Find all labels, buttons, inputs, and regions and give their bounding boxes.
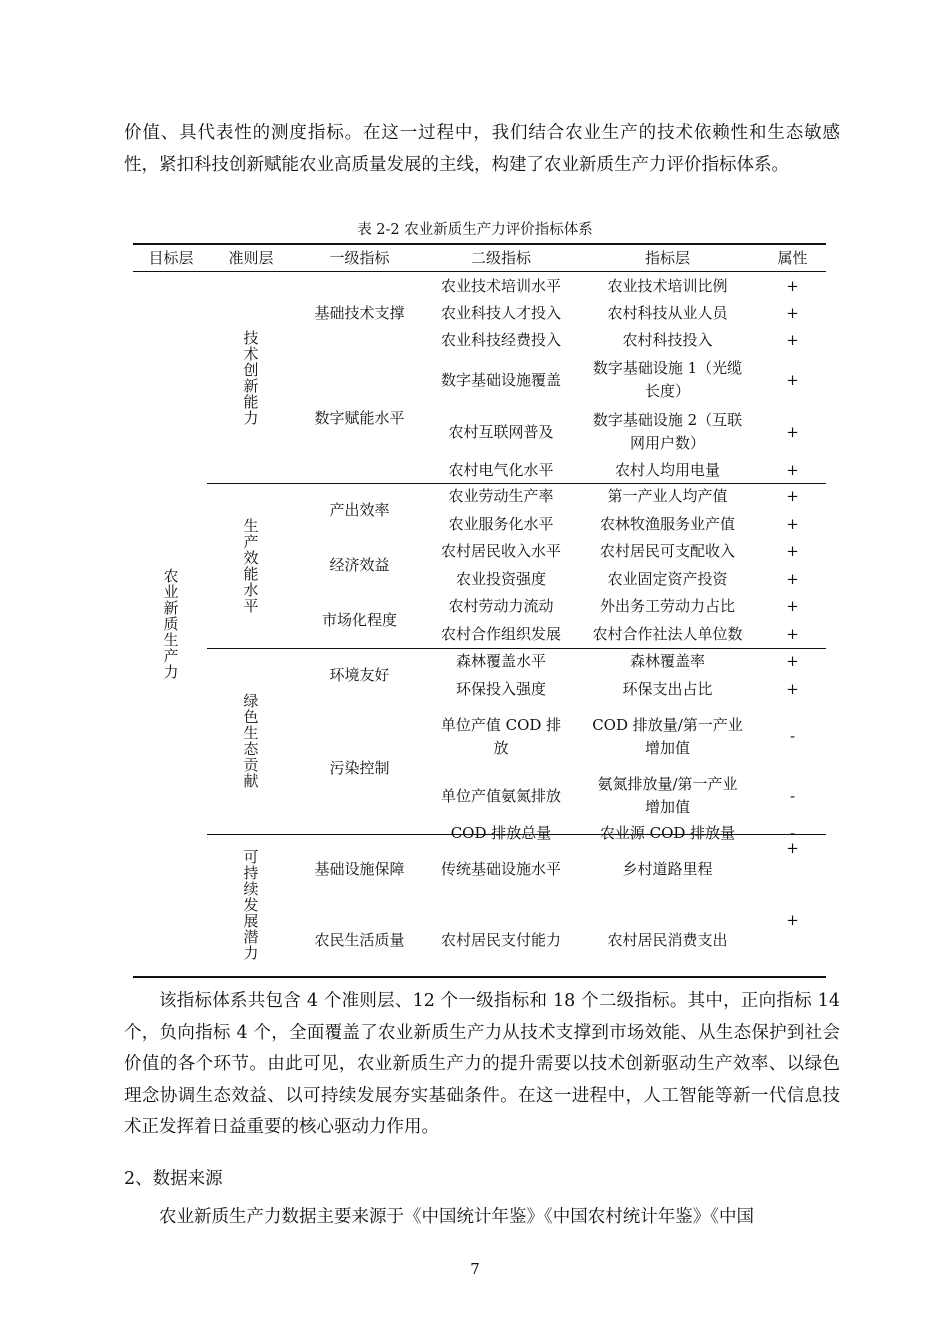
attribute-cell: + bbox=[786, 597, 799, 615]
indicator-cell: 数字基础设施 2（互联网用户数） bbox=[592, 411, 743, 452]
section-heading: 2、数据来源 bbox=[124, 1169, 223, 1189]
attribute-cell: + bbox=[786, 331, 799, 349]
attribute-cell: + bbox=[786, 514, 799, 533]
level2-cell: 农业科技人才投入 bbox=[440, 304, 561, 322]
level2-cell: 农业投资强度 bbox=[455, 569, 546, 588]
indicator-cell: 农村居民可支配收入 bbox=[599, 542, 735, 560]
level1-cell: 经济效益 bbox=[329, 556, 390, 574]
level1-cell: 污染控制 bbox=[329, 759, 390, 777]
attribute-cell: + bbox=[786, 624, 799, 643]
level1-cell: 市场化程度 bbox=[321, 611, 397, 629]
table-bottom-rule bbox=[133, 976, 826, 978]
level2-cell: 农村居民收入水平 bbox=[440, 542, 561, 560]
attribute-cell: + bbox=[786, 569, 799, 588]
attribute-cell: + bbox=[786, 276, 799, 295]
header-criteria: 准则层 bbox=[228, 248, 274, 267]
attribute-cell: + bbox=[786, 679, 799, 698]
level2-cell: 农村电气化水平 bbox=[448, 461, 554, 479]
attribute-cell: + bbox=[786, 487, 799, 505]
level2-cell: COD 排放总量 bbox=[450, 823, 552, 842]
indicator-cell: 农村居民消费支出 bbox=[607, 930, 728, 949]
level1-cell: 基础设施保障 bbox=[314, 859, 405, 878]
level2-cell: 农村居民支付能力 bbox=[440, 930, 561, 949]
header-indicator: 指标层 bbox=[644, 248, 690, 267]
indicator-cell: 农业固定资产投资 bbox=[607, 569, 728, 588]
indicator-cell: 农村人均用电量 bbox=[614, 461, 720, 479]
header-level2: 二级指标 bbox=[470, 248, 531, 267]
level2-cell: 农业服务化水平 bbox=[448, 514, 554, 533]
attribute-cell: + bbox=[786, 370, 799, 389]
attribute-cell: + bbox=[786, 461, 799, 479]
indicator-cell: 农业技术培训比例 bbox=[607, 276, 728, 295]
level2-cell: 传统基础设施水平 bbox=[440, 859, 561, 878]
attribute-cell: + bbox=[786, 838, 799, 857]
header-level1: 一级指标 bbox=[329, 248, 390, 267]
level2-cell: 农业劳动生产率 bbox=[448, 487, 554, 505]
level2-cell: 农村合作组织发展 bbox=[440, 624, 561, 643]
indicator-cell: 农村科技从业人员 bbox=[607, 304, 728, 322]
indicator-cell: 外出务工劳动力占比 bbox=[599, 597, 735, 615]
level2-cell: 农业科技经费投入 bbox=[440, 331, 561, 349]
page-number: 7 bbox=[470, 1260, 480, 1278]
level1-cell: 产出效率 bbox=[329, 501, 390, 519]
level2-cell: 农业技术培训水平 bbox=[440, 276, 561, 295]
level2-cell: 单位产值氨氮排放 bbox=[440, 786, 561, 805]
target-layer-cell: 农 业 新 质 生 产 力 bbox=[163, 567, 179, 681]
intro-paragraph: 价值、具代表性的测度指标。在这一过程中，我们结合农业生产的技术依赖性和生态敏感性，紧扣科技创新赋能农业高质量发展的主线，构建了农业新质生产力评价指标体系。 bbox=[124, 123, 840, 175]
level1-cell: 农民生活质量 bbox=[314, 930, 405, 949]
indicator-cell: 农村合作社法人单位数 bbox=[592, 624, 743, 643]
criteria-cell: 生 产 效 能 水 平 bbox=[243, 516, 259, 615]
criteria-cell: 绿 色 生 态 贡 献 bbox=[243, 692, 259, 790]
indicator-cell: 第一产业人均产值 bbox=[607, 487, 728, 505]
level2-cell: 单位产值 COD 排放 bbox=[440, 715, 562, 757]
data-source-paragraph: 农业新质生产力数据主要来源于《中国统计年鉴》《中国农村统计年鉴》《中国 bbox=[159, 1207, 754, 1227]
level2-cell: 数字基础设施覆盖 bbox=[440, 370, 561, 389]
attribute-cell: - bbox=[789, 823, 796, 842]
indicator-cell: 乡村道路里程 bbox=[622, 859, 713, 878]
indicator-cell: 森林覆盖率 bbox=[629, 652, 705, 670]
indicator-cell: 环保支出占比 bbox=[622, 679, 713, 698]
attribute-cell: + bbox=[786, 910, 799, 929]
level1-cell: 数字赋能水平 bbox=[314, 409, 405, 427]
attribute-cell: - bbox=[789, 786, 796, 805]
indicator-cell: 数字基础设施 1（光缆长度） bbox=[592, 359, 743, 400]
indicator-cell: 氨氮排放量/第一产业增加值 bbox=[597, 775, 738, 816]
indicator-table bbox=[133, 243, 826, 978]
indicator-cell: 农林牧渔服务业产值 bbox=[599, 514, 735, 533]
summary-paragraph: 该指标体系共包含 4 个准则层、12 个一级指标和 18 个二级指标。其中，正向指标 14 个，负向指标 4 个，全面覆盖了农业新质生产力从技术支撑到市场效能、从生态保护到社会价值的各个环节。由此可见，农业新质生产力的提升需要以技术创新驱动生产效率、以绿色理念协调生态效益、以可持续发展夯实基础条件。在这一进程中，人工智能等新一代信息技术正发挥着日益重要的核心驱动力作用。 bbox=[124, 991, 840, 1137]
criteria-cell: 可 持 续 发 展 潜 力 bbox=[243, 848, 259, 962]
attribute-cell: + bbox=[786, 542, 799, 560]
indicator-cell: COD 排放量/第一产业增加值 bbox=[592, 715, 743, 757]
attribute-cell: + bbox=[786, 652, 799, 670]
indicator-cell: 农业源 COD 排放量 bbox=[599, 823, 736, 842]
level2-cell: 农村劳动力流动 bbox=[448, 597, 554, 615]
indicator-cell: 农村科技投入 bbox=[622, 331, 713, 349]
attribute-cell: + bbox=[786, 422, 799, 441]
header-target: 目标层 bbox=[148, 248, 194, 267]
level1-cell: 环境友好 bbox=[329, 666, 390, 684]
level2-cell: 农村互联网普及 bbox=[448, 422, 554, 441]
criteria-cell: 技 术 创 新 能 力 bbox=[243, 328, 259, 427]
table-caption: 表 2-2 农业新质生产力评价指标体系 bbox=[357, 222, 593, 238]
level2-cell: 森林覆盖水平 bbox=[455, 652, 546, 670]
attribute-cell: - bbox=[789, 727, 796, 745]
level1-cell: 基础技术支撑 bbox=[314, 303, 405, 322]
attribute-cell: + bbox=[786, 304, 799, 322]
level2-cell: 环保投入强度 bbox=[455, 679, 546, 698]
header-attribute: 属性 bbox=[777, 248, 808, 267]
